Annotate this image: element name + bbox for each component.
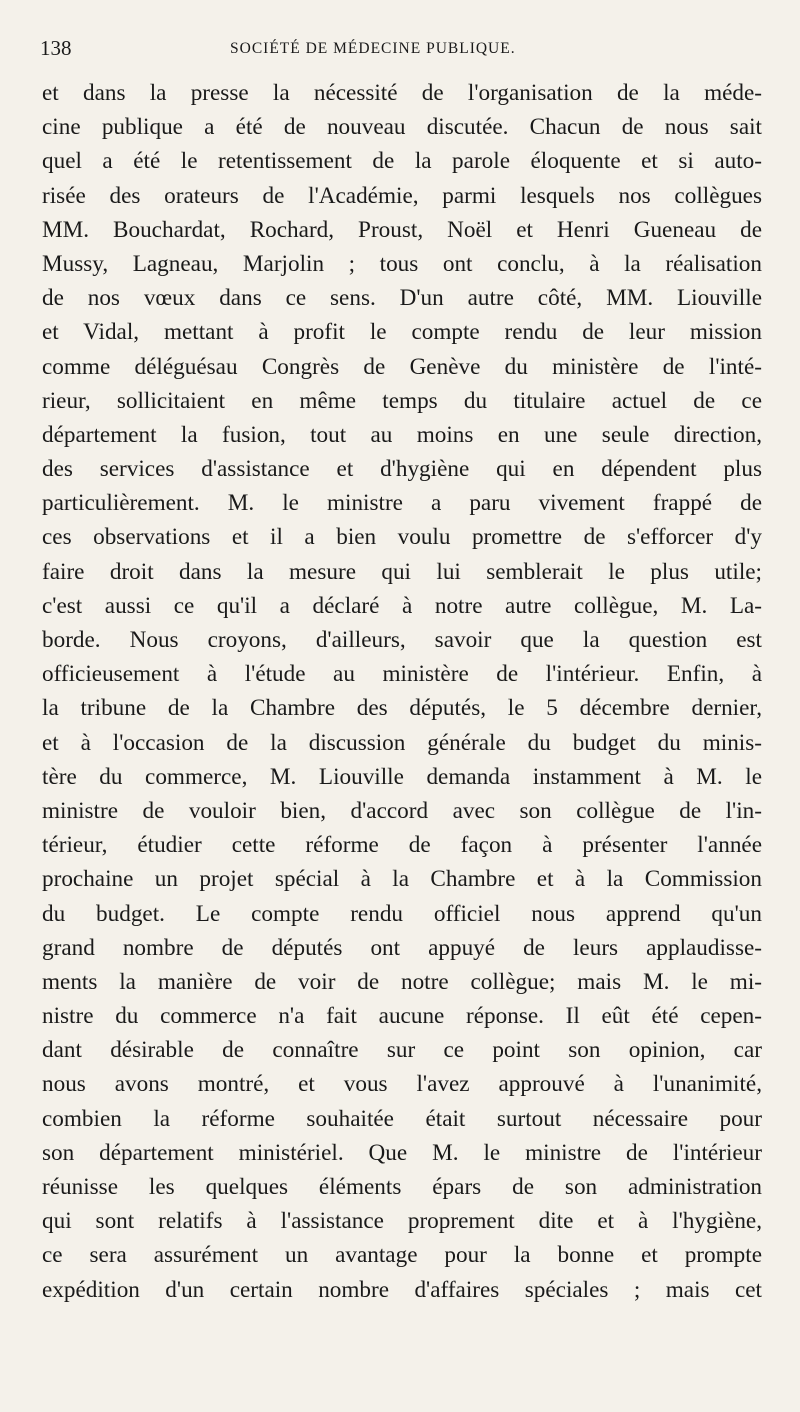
text-line: nistre du commerce n'a fait aucune réponse. Il eût été cepen- <box>42 1003 762 1030</box>
text-line: de nos vœux dans ce sens. D'un autre côté, MM. Liouville <box>42 285 762 312</box>
text-line: département la fusion, tout au moins en une seule direction, <box>42 421 762 448</box>
text-line: grand nombre de députés ont appuyé de leurs applaudisse- <box>42 934 762 961</box>
text-line: rieur, sollicitaient en même temps du titulaire actuel de ce <box>42 387 762 414</box>
text-line: ce sera assurément un avantage pour la bonne et prompte <box>42 1242 762 1269</box>
text-line: nous avons montré, et vous l'avez approuvé à l'unanimité, <box>42 1071 762 1098</box>
text-line: térieur, étudier cette réforme de façon à présenter l'année <box>42 832 762 859</box>
text-line: ments la manière de voir de notre collègue; mais M. le mi- <box>42 968 762 995</box>
running-head: SOCIÉTÉ DE MÉDECINE PUBLIQUE. <box>230 40 516 57</box>
text-line: et dans la presse la nécessité de l'organisation de la méde- <box>42 80 762 106</box>
text-line: du budget. Le compte rendu officiel nous apprend qu'un <box>42 900 762 927</box>
page-header <box>40 36 760 66</box>
text-line: comme déléguésau Congrès de Genève du ministère de l'inté- <box>42 353 762 380</box>
text-line: risée des orateurs de l'Académie, parmi lesquels nos collègues <box>42 182 762 209</box>
text-line: réunisse les quelques éléments épars de son administration <box>42 1174 762 1200</box>
text-line: quel a été le retentissement de la parole éloquente et si auto- <box>42 148 762 175</box>
text-line: Mussy, Lagneau, Marjolin ; tous ont conclu, à la réalisation <box>42 250 762 277</box>
text-line: et à l'occasion de la discussion générale du budget du minis- <box>42 729 762 756</box>
text-line: MM. Bouchardat, Rochard, Proust, Noël et Henri Gueneau de <box>42 216 762 243</box>
text-line: borde. Nous croyons, d'ailleurs, savoir que la question est <box>42 627 762 653</box>
text-line: des services d'assistance et d'hygiène qui en dépendent plus <box>42 456 762 483</box>
text-line: expédition d'un certain nombre d'affaires spéciales ; mais cet <box>42 1276 762 1303</box>
text-line: qui sont relatifs à l'assistance proprement dite et à l'hygiène, <box>42 1208 762 1235</box>
text-line: dant désirable de connaître sur ce point son opinion, car <box>42 1037 762 1064</box>
text-line: tère du commerce, M. Liouville demanda instamment à M. le <box>42 763 762 790</box>
text-line: ces observations et il a bien voulu promettre de s'efforcer d'y <box>42 524 762 551</box>
text-line: cine publique a été de nouveau discutée. Chacun de nous sait <box>42 114 762 141</box>
text-line: son département ministériel. Que M. le ministre de l'intérieur <box>42 1139 762 1166</box>
text-line: ministre de vouloir bien, d'accord avec son collègue de l'in- <box>42 797 762 824</box>
page-number: 138 <box>40 36 72 60</box>
text-line: prochaine un projet spécial à la Chambre et à la Commission <box>42 866 762 893</box>
text-line: c'est aussi ce qu'il a déclaré à notre autre collègue, M. La- <box>42 592 762 619</box>
text-line: particulièrement. M. le ministre a paru vivement frappé de <box>42 490 762 517</box>
text-line: et Vidal, mettant à profit le compte rendu de leur mission <box>42 319 762 346</box>
text-line: la tribune de la Chambre des députés, le 5 décembre dernier, <box>42 695 762 722</box>
text-line: combien la réforme souhaitée était surtout nécessaire pour <box>42 1105 762 1132</box>
body-text <box>42 76 762 1307</box>
text-line: officieusement à l'étude au ministère de l'intérieur. Enfin, à <box>42 661 762 688</box>
text-line: faire droit dans la mesure qui lui semblerait le plus utile; <box>42 558 762 585</box>
